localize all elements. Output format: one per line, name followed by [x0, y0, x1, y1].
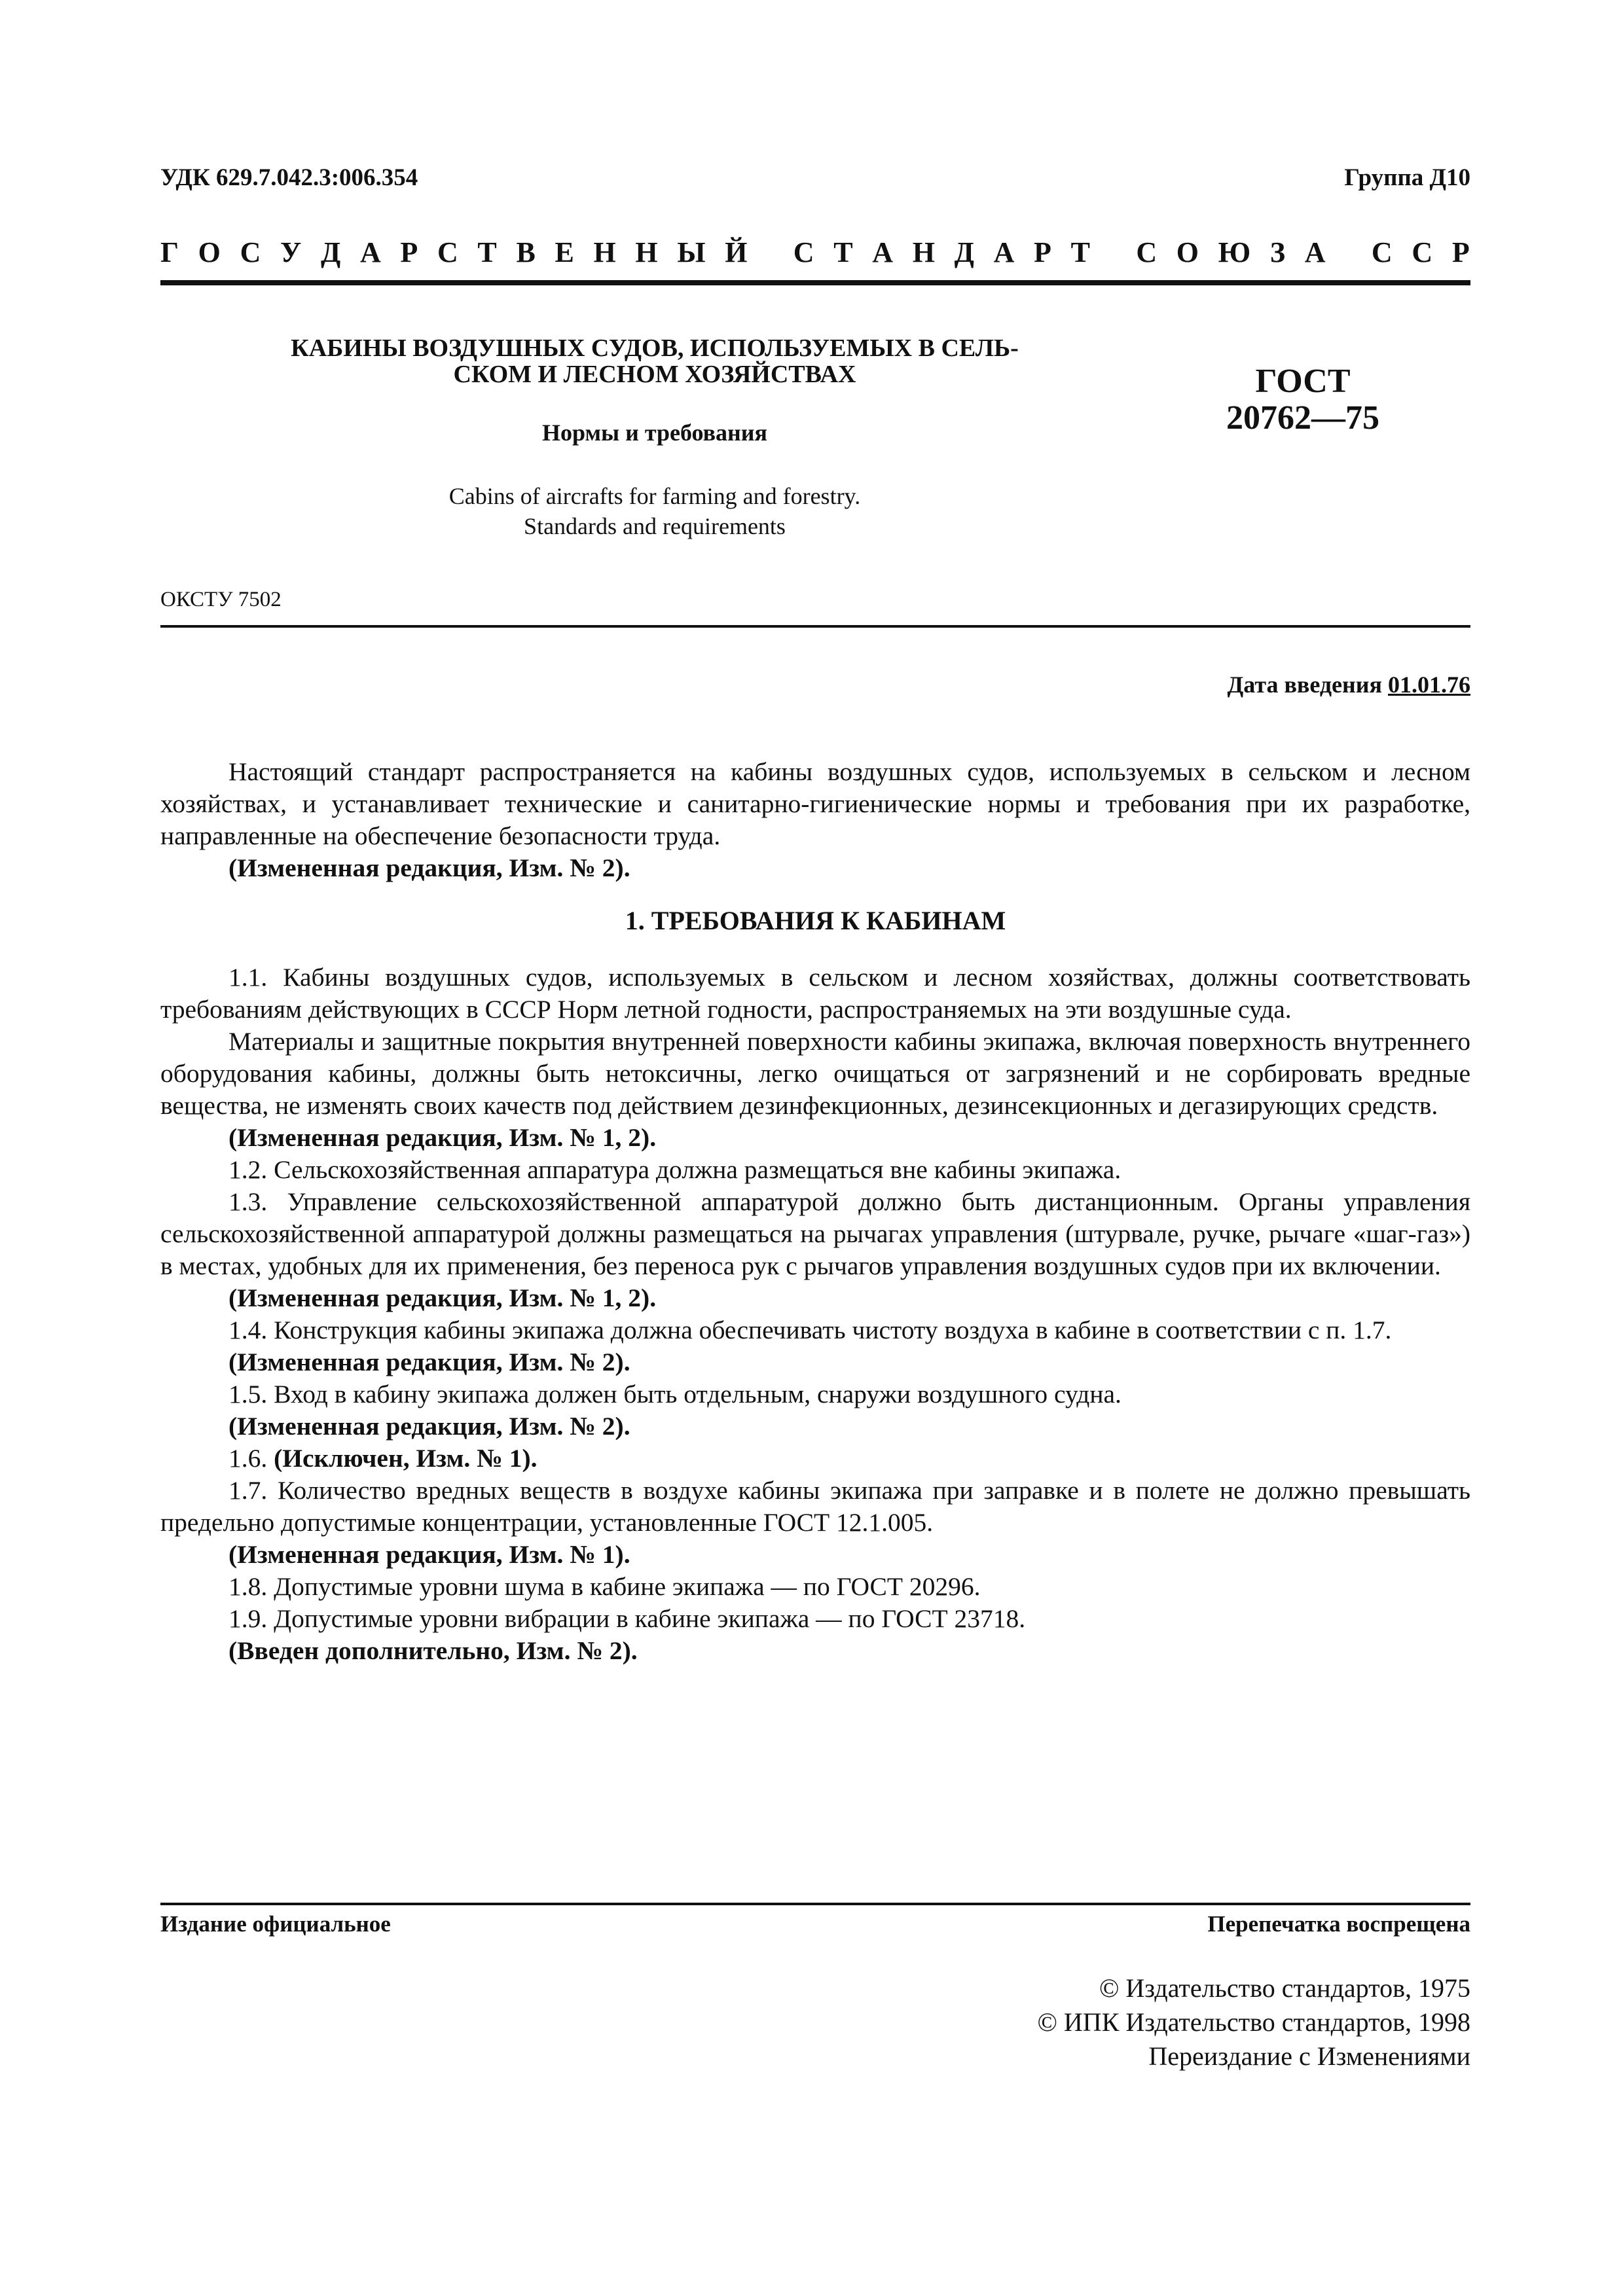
copyright-line: © Издательство стандартов, 1975 [1099, 1973, 1470, 2003]
clause-number: 1.6. [228, 1444, 274, 1473]
banner-letter: С [1371, 236, 1393, 268]
english-title-line-1: Cabins of aircrafts for farming and forestry. [448, 483, 861, 509]
clause-paragraph: 1.8. Допустимые уровни шума в кабине экипажа — по ГОСТ 20296. [228, 1572, 981, 1601]
banner-letter: О [1176, 236, 1199, 268]
title-line-2: СКОМ И ЛЕСНОМ ХОЗЯЙСТВАХ [453, 361, 856, 388]
banner-letter: С [793, 236, 814, 268]
banner-letter: А [359, 236, 381, 268]
copyright-block [1038, 1971, 1470, 2073]
banner-letter: Т [833, 236, 853, 268]
banner-letter: У [280, 236, 302, 268]
clause-paragraph: 1.1. Кабины воздушных судов, используемых в сельском и лесном хозяйствах, должны соответствовать требованиям действующих в СССР Норм летной годности, распространяемых на эти воздушные суда. [160, 963, 1470, 1024]
amendment-note: (Введен дополнительно, Изм. № 2). [228, 1636, 638, 1665]
banner-rule [160, 280, 1470, 285]
banner-letter: С [437, 236, 458, 268]
banner-letter: О [198, 236, 221, 268]
clause-paragraph: 1.2. Сельскохозяйственная аппаратура должна размещаться вне кабины экипажа. [228, 1155, 1122, 1184]
section-heading: 1. ТРЕБОВАНИЯ К КАБИНАМ [625, 906, 1006, 935]
gost-designation [1165, 363, 1440, 437]
udk-code: УДК 629.7.042.3:006.354 [160, 164, 418, 191]
banner-word-gap [1110, 236, 1117, 269]
reissue-line: Переиздание с Изменениями [1148, 2041, 1470, 2071]
banner-letter: Г [160, 236, 179, 268]
banner-letter: Д [321, 236, 341, 268]
introduction-date [1228, 671, 1471, 698]
clause-paragraph: 1.3. Управление сельскохозяйственной аппаратурой должно быть дистанционным. Органы управления сельскохозяйственной аппаратурой должны размещаться на рычагах управления (штурвале, ручке, рычаге «шаг-газ») в местах, удобных для их применения, без переноса рук с рычагов управления воздушных судов при их включении. [160, 1187, 1470, 1280]
banner-letter: Ы [677, 236, 706, 268]
banner-word-gap [767, 236, 774, 269]
reprint-prohibited-label: Перепечатка воспрещена [1207, 1911, 1470, 1937]
clause-paragraph: Настоящий стандарт распространяется на кабины воздушных судов, используемых в сельском и лесном хозяйствах, и устанавливает технические и санитарно-гигиенические нормы и требования при их разработке, направленные на обеспечение безопасности труда. [160, 757, 1470, 850]
banner-word-gap [1345, 236, 1352, 269]
banner-letter: А [993, 236, 1015, 268]
document-subtitle: Нормы и требования [541, 420, 767, 446]
banner-letter: Р [400, 236, 418, 268]
banner-letter: Ю [1218, 236, 1251, 268]
banner-letter: Н [912, 236, 935, 268]
clause-paragraph: 1.5. Вход в кабину экипажа должен быть отдельным, снаружи воздушного судна. [228, 1380, 1122, 1408]
amendment-note: (Исключен, Изм. № 1). [274, 1444, 538, 1473]
footer-rule [160, 1903, 1470, 1905]
official-edition-label: Издание официальное [160, 1911, 391, 1937]
title-line-1: КАБИНЫ ВОЗДУШНЫХ СУДОВ, ИСПОЛЬЗУЕМЫХ В СЕЛЬ- [291, 334, 1019, 362]
banner-letter: Н [593, 236, 616, 268]
amendment-note: (Измененная редакция, Изм. № 1). [228, 1540, 630, 1569]
banner-letter: З [1269, 236, 1286, 268]
amendment-note: (Измененная редакция, Изм. № 1, 2). [228, 1123, 657, 1152]
document-title [196, 335, 1113, 387]
gost-label: ГОСТ [1255, 363, 1351, 400]
clause-paragraph: 1.9. Допустимые уровни вибрации в кабине экипажа — по ГОСТ 23718. [228, 1604, 1026, 1633]
body-text [160, 756, 1470, 1667]
banner-letter: Й [725, 236, 748, 268]
copyright-line: © ИПК Издательство стандартов, 1998 [1037, 2007, 1470, 2037]
clause-paragraph: 1.7. Количество вредных веществ в воздухе кабины экипажа при заправке и в полете не должно превышать предельно допустимые концентрации, установленные ГОСТ 12.1.005. [160, 1476, 1470, 1537]
banner-letter: Е [555, 236, 574, 268]
banner-letter: Р [1451, 236, 1470, 268]
banner-letter: Р [1034, 236, 1051, 268]
standard-banner [160, 236, 1470, 269]
title-rule [160, 625, 1470, 628]
banner-letter: Д [954, 236, 974, 268]
intro-date-value: 01.01.76 [1388, 672, 1470, 698]
banner-letter: С [240, 236, 261, 268]
clause-paragraph: 1.4. Конструкция кабины экипажа должна обеспечивать чистоту воздуха в кабине в соответствии с п. 1.7. [228, 1316, 1392, 1344]
banner-letter: Т [1070, 236, 1090, 268]
okstu-code: ОКСТУ 7502 [160, 588, 282, 611]
clause-paragraph: Материалы и защитные покрытия внутренней поверхности кабины экипажа, включая поверхность внутреннего оборудования кабины, должны быть нетоксичны, легко очищаться от загрязнений и не сорбировать вредные вещества, не изменять своих качеств под действием дезинфекционных, дезинсекционных и дегазирующих средств. [160, 1027, 1470, 1120]
english-title-line-2: Standards and requirements [524, 513, 786, 539]
english-title [196, 481, 1113, 541]
banner-letter: С [1136, 236, 1158, 268]
banner-letter: В [516, 236, 536, 268]
banner-letter: С [1412, 236, 1433, 268]
intro-date-label: Дата введения [1227, 672, 1382, 698]
banner-letter: А [872, 236, 894, 268]
amendment-note: (Измененная редакция, Изм. № 2). [228, 853, 630, 882]
banner-letter: Т [477, 236, 497, 268]
amendment-note: (Измененная редакция, Изм. № 2). [228, 1348, 630, 1376]
clause-paragraph [160, 1443, 1470, 1475]
gost-number: 20762—75 [1226, 399, 1379, 437]
banner-letter: Н [635, 236, 658, 268]
amendment-note: (Измененная редакция, Изм. № 1, 2). [228, 1283, 657, 1312]
group-code: Группа Д10 [1344, 164, 1470, 191]
amendment-note: (Измененная редакция, Изм. № 2). [228, 1412, 630, 1441]
banner-letter: А [1304, 236, 1326, 268]
